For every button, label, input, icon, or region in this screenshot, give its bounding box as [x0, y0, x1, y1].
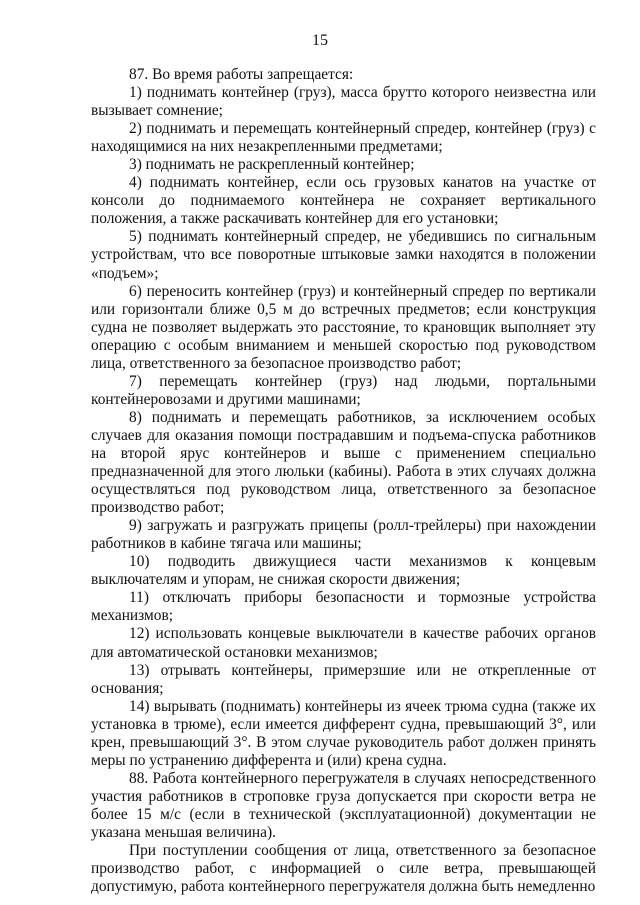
- list-item-13: 13) отрывать контейнеры, примерзшие или не открепленные от основания;: [91, 661, 596, 697]
- list-item-11: 11) отключать приборы безопасности и тормозные устройства механизмов;: [91, 589, 596, 625]
- list-item-9: 9) загружать и разгружать прицепы (ролл-трейлеры) при нахождении работников в кабине тягача или машины;: [91, 517, 596, 553]
- list-item-4: 4) поднимать контейнер, если ось грузовых канатов на участке от консоли до поднимаемого контейнера не сохраняет вертикального положения, а также раскачивать контейнер для его установки;: [91, 174, 596, 228]
- list-item-1: 1) поднимать контейнер (груз), масса брутто которого неизвестна или вызывает сомнение;: [91, 84, 596, 120]
- continuation-paragraph: При поступлении сообщения от лица, ответственного за безопасное производство работ, с информацией о силе ветра, превышающей допустимую, работа контейнерного перегружателя должна быть немедленно: [91, 842, 596, 896]
- list-item-8: 8) поднимать и перемещать работников, за исключением особых случаев для оказания помощи пострадавшим и подъема-спуска работников на второй ярус контейнеров и выше с применением специально предназначенной для этого люльки (кабины). Работа в этих случаях должна осуществляться под руководством лица, ответственного за безопасное производство работ;: [91, 408, 596, 517]
- list-item-5: 5) поднимать контейнерный спредер, не убедившись по сигнальным устройствам, что все поворотные штыковые замки находятся в положении «подъем»;: [91, 228, 596, 282]
- section-87-heading: 87. Во время работы запрещается:: [129, 66, 354, 83]
- list-item-2: 2) поднимать и перемещать контейнерный спредер, контейнер (груз) с находящимися на них незакрепленными предметами;: [91, 120, 596, 156]
- list-item-6: 6) переносить контейнер (груз) и контейнерный спредер по вертикали или горизонтали ближе 0,5 м до встречных предметов; если конструкция судна не позволяет выдержать это расстояние, то крановщик выполняет эту операцию с особым вниманием и меньшей скоростью под руководством лица, ответственного за безопасное производство работ;: [91, 282, 596, 372]
- list-item-12: 12) использовать концевые выключатели в качестве рабочих органов для автоматической остановки механизмов;: [91, 625, 596, 661]
- section-88-paragraph: 88. Работа контейнерного перегружателя в случаях непосредственного участия работников в строповке груза допускается при скорости ветра не более 15 м/с (если в технической (эксплуатационной) документации не указана меньшая величина).: [91, 769, 596, 841]
- list-item-7: 7) перемещать контейнер (груз) над людьми, портальными контейнеровозами и другими машинами;: [91, 372, 596, 408]
- page-number: 15: [312, 32, 328, 49]
- list-item-10: 10) подводить движущиеся части механизмов к концевым выключателям и упорам, не снижая скорости движения;: [91, 553, 596, 589]
- list-item-3: 3) поднимать не раскрепленный контейнер;: [129, 156, 415, 174]
- document-body: [91, 66, 596, 896]
- list-item-14: 14) вырывать (поднимать) контейнеры из ячеек трюма судна (также их установка в трюме), если имеется дифферент судна, превышающий 3°, или крен, превышающий 3°. В этом случае руководитель работ должен принять меры по устранению дифферента и (или) крена судна.: [91, 697, 596, 769]
